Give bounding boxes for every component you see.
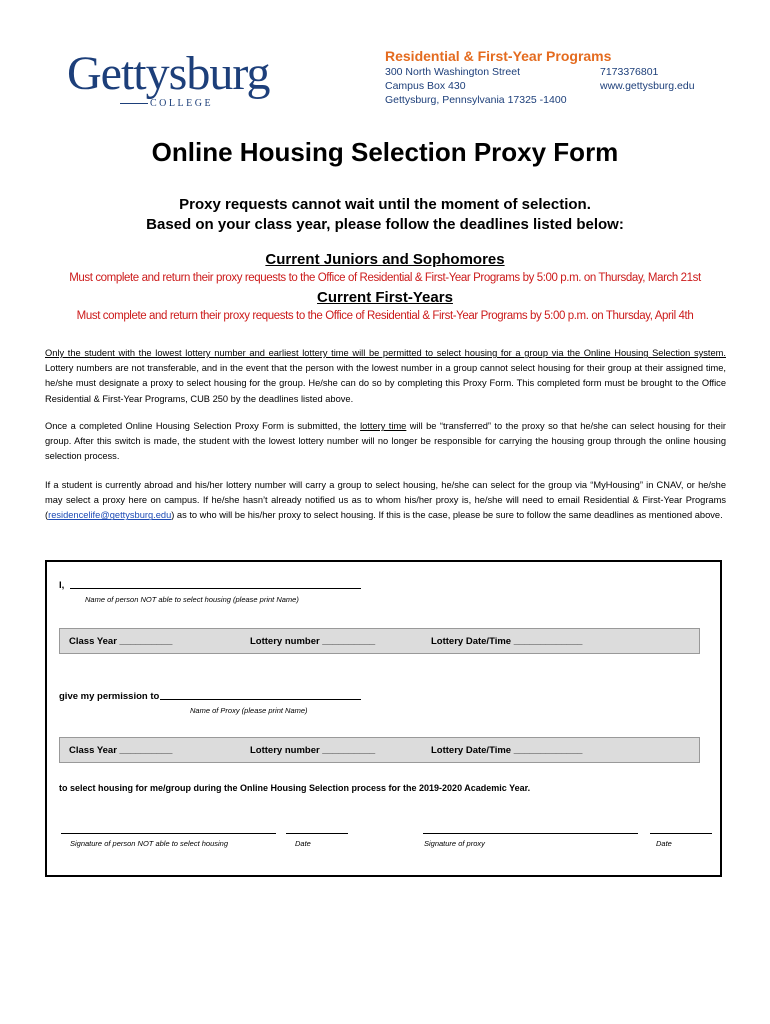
i-label: I, xyxy=(59,580,65,591)
permission-label: give my permission to xyxy=(59,691,160,702)
address-line-3: Gettysburg, Pennsylvania 17325 -1400 xyxy=(385,94,567,106)
proxy-info-bar xyxy=(59,737,700,763)
intro-line-2: Based on your class year, please follow the deadlines listed below: xyxy=(146,216,624,233)
transfer-text-start: Once a completed Online Housing Selection Proxy Form is submitted, the xyxy=(45,421,361,431)
paragraph-abroad xyxy=(45,478,726,524)
intro-line-1: Proxy requests cannot wait until the moment of selection. xyxy=(179,196,591,213)
proxy-name-field[interactable] xyxy=(160,699,361,700)
student-lottery-datetime-field[interactable]: Lottery Date/Time _____________ xyxy=(431,636,583,647)
group-heading-juniors-sophomores: Current Juniors and Sophomores xyxy=(265,251,505,268)
proxy-lottery-datetime-field[interactable]: Lottery Date/Time _____________ xyxy=(431,745,583,756)
abroad-text-start: If a student is currently abroad and his/her lottery number will carry a group to select housing, he/she can select for the group via “MyHousing” in CNAV, or he/she may select a proxy here on campus. If he/she hasn’t already notified us as to whom his/her proxy is, he/she will need to email Residential & First-Year Programs ( xyxy=(45,480,726,521)
paragraph-transfer xyxy=(45,419,726,465)
student-name-field[interactable] xyxy=(70,588,361,589)
student-lottery-number-field[interactable]: Lottery number __________ xyxy=(250,636,376,647)
page-title: Online Housing Selection Proxy Form xyxy=(151,137,619,167)
proxy-class-year-field[interactable]: Class Year __________ xyxy=(69,745,173,756)
logo-rule xyxy=(120,103,148,104)
website-link[interactable]: www.gettysburg.edu xyxy=(600,80,695,92)
proxy-lottery-number-field[interactable]: Lottery number __________ xyxy=(250,745,376,756)
student-class-year-field[interactable]: Class Year __________ xyxy=(69,636,173,647)
college-logo-sub: COLLEGE xyxy=(150,98,214,109)
college-logo-wordmark: Gettysburg xyxy=(67,47,270,100)
paragraph-lottery-rules xyxy=(45,346,726,407)
address-line-1: 300 North Washington Street xyxy=(385,66,521,78)
student-name-caption: Name of person NOT able to select housing (please print Name) xyxy=(85,595,299,604)
proxy-form-box xyxy=(45,560,722,877)
office-title: Residential & First-Year Programs xyxy=(385,48,612,64)
student-date-caption: Date xyxy=(295,839,311,848)
proxy-signature-field[interactable] xyxy=(423,833,638,834)
student-signature-caption: Signature of person NOT able to select housing xyxy=(70,839,229,848)
lottery-rule-text: Lottery numbers are not transferable, and in the event that the person with the lowest number in a group cannot select housing for their group at their assigned time, he/she must designate a proxy to select housing for the group. He/she can do so by completing this Proxy Form. This completed form must be brought to the Office Residential & First-Year Programs, CUB 250 by the deadlines listed above. xyxy=(45,363,726,404)
lottery-rule-underlined: Only the student with the lowest lottery number and earliest lottery time will be permitted to select housing for a group via the Online Housing Selection system. xyxy=(45,348,726,358)
deadline-first-years: Must complete and return their proxy requests to the Office of Residential & First-Year Programs by 5:00 p.m. on Thursday, April 4th xyxy=(76,310,694,322)
student-signature-field[interactable] xyxy=(61,833,276,834)
transfer-text-end: will be “transferred” to the proxy so that he/she can select housing for their group. After this switch is made, the student with the lowest lottery number will no longer be responsible for carrying the housing group through the online housing selection process. xyxy=(45,421,726,462)
selection-statement: to select housing for me/group during the Online Housing Selection process for the 2019-2020 Academic Year. xyxy=(59,783,531,793)
phone-number: 7173376801 xyxy=(600,66,659,78)
proxy-signature-caption: Signature of proxy xyxy=(424,839,485,848)
proxy-name-caption: Name of Proxy (please print Name) xyxy=(190,706,308,715)
lottery-time-underlined: lottery time xyxy=(360,421,407,431)
proxy-date-field[interactable] xyxy=(650,833,712,834)
proxy-date-caption: Date xyxy=(656,839,672,848)
student-info-bar xyxy=(59,628,700,654)
abroad-text-end: ) as to who will be his/her proxy to select housing. If this is the case, please be sure to follow the same deadlines as mentioned above. xyxy=(171,510,723,521)
deadline-juniors-sophomores: Must complete and return their proxy requests to the Office of Residential & First-Year Programs by 5:00 p.m. on Thursday, March 21st xyxy=(69,272,701,284)
student-date-field[interactable] xyxy=(286,833,348,834)
group-heading-first-years: Current First-Years xyxy=(317,289,453,306)
address-line-2: Campus Box 430 xyxy=(385,80,466,92)
email-link[interactable]: residencelife@gettysburg.edu xyxy=(48,510,172,521)
